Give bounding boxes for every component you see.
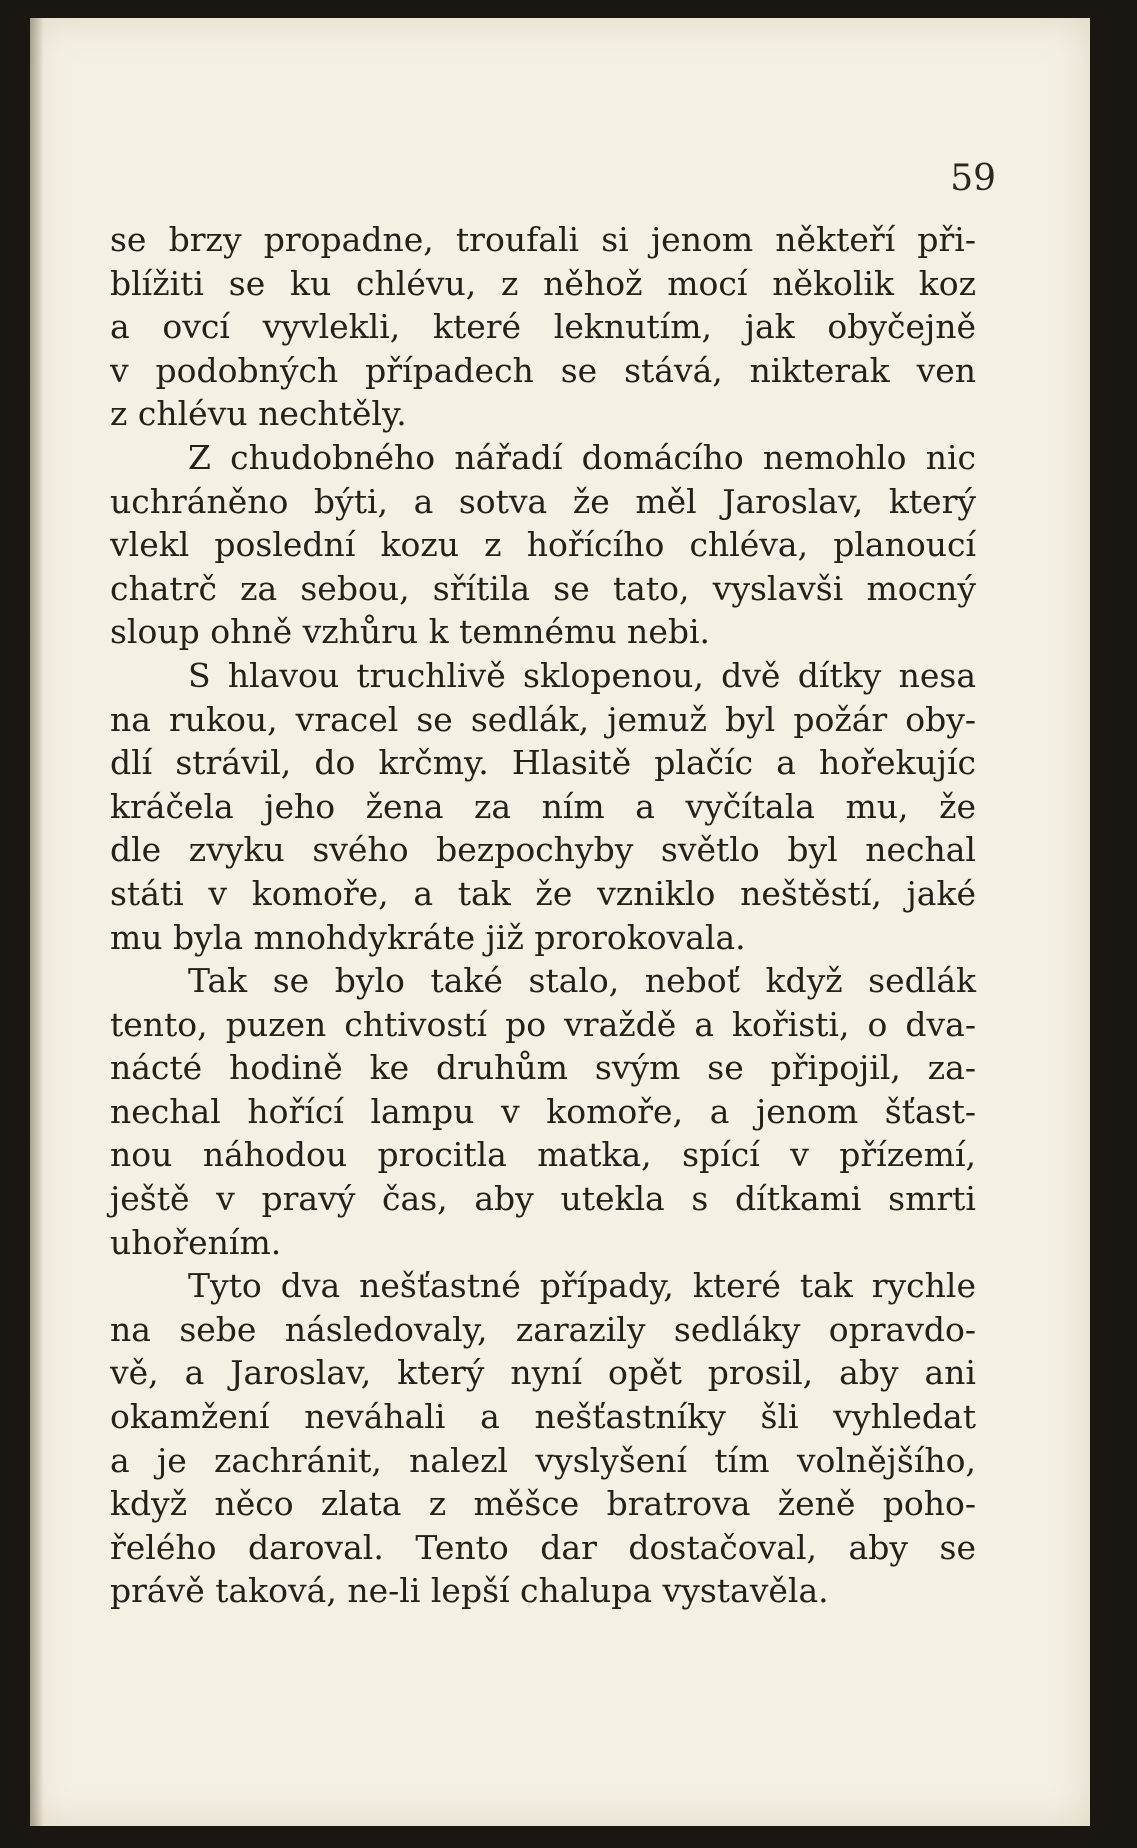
text-line: chatrč za sebou, sřítila se tato, vyslavši mocný [110,568,976,608]
text-line: a ovcí vyvlekli, které leknutím, jak obyčejně [110,307,976,347]
book-page [30,18,1090,1826]
text-line: na rukou, vracel se sedlák, jemuž byl požár oby- [110,699,976,739]
text-line: v podobných případech se stává, nikterak ven [110,350,976,390]
text-line: se brzy propadne, troufali si jenom někteří při- [110,220,976,259]
text-line: S hlavou truchlivě sklopenou, dvě dítky nesa [188,655,976,695]
text-line: okamžení neváhali a nešťastníky šli vyhledat [110,1397,976,1437]
text-line: vě, a Jaroslav, který nyní opět prosil, aby ani [110,1353,976,1393]
text-line: Tyto dva nešťastné případy, které tak rychle [188,1266,976,1306]
text-line: nechal hořící lampu v komoře, a jenom šťast- [110,1091,976,1131]
gutter-shadow [30,18,44,1826]
text-line: ještě v pravý čas, aby utekla s dítkami smrti [110,1179,976,1219]
text-line: na sebe následovaly, zarazily sedláky opravdo- [110,1309,976,1349]
text-line: když něco zlata z měšce bratrova ženě poho- [110,1484,976,1524]
text-line: uchráněno býti, a sotva že měl Jaroslav, který [110,481,976,521]
text-line: tento, puzen chtivostí po vraždě a kořisti, o dva- [110,1004,976,1044]
body-text [110,218,976,1613]
text-line: z chlévu nechtěly. [110,394,407,434]
text-line: vlekl poslední kozu z hořícího chléva, planoucí [110,525,976,565]
page-number: 59 [950,158,996,199]
text-line: mu byla mnohdykráte již prorokovala. [110,917,746,957]
text-line: dlí strávil, do krčmy. Hlasitě plačíc a hořekujíc [110,743,976,783]
text-line: uhořením. [110,1222,282,1262]
text-line: blížiti se ku chlévu, z něhož mocí několik koz [110,263,976,303]
text-line: sloup ohně vzhůru k temnému nebi. [110,612,711,652]
text-line: dle zvyku svého bezpochyby světlo byl nechal [110,830,976,870]
text-line: státi v komoře, a tak že vzniklo neštěstí, jaké [110,873,976,913]
text-line: kráčela jeho žena za ním a vyčítala mu, že [110,786,976,826]
text-line: a je zachránit, nalezl vyslyšení tím volnějšího, [110,1440,976,1480]
text-line: Tak se bylo také stalo, neboť když sedlák [188,961,976,1001]
text-line: nácté hodině ke druhům svým se připojil, za- [110,1048,976,1088]
text-line: řelého daroval. Tento dar dostačoval, aby se [110,1527,976,1567]
text-line: nou náhodou procitla matka, spící v přízemí, [110,1135,976,1175]
text-line: právě taková, ne-li lepší chalupa vystavěla. [110,1571,829,1611]
text-line: Z chudobného nářadí domácího nemohlo nic [188,437,976,477]
